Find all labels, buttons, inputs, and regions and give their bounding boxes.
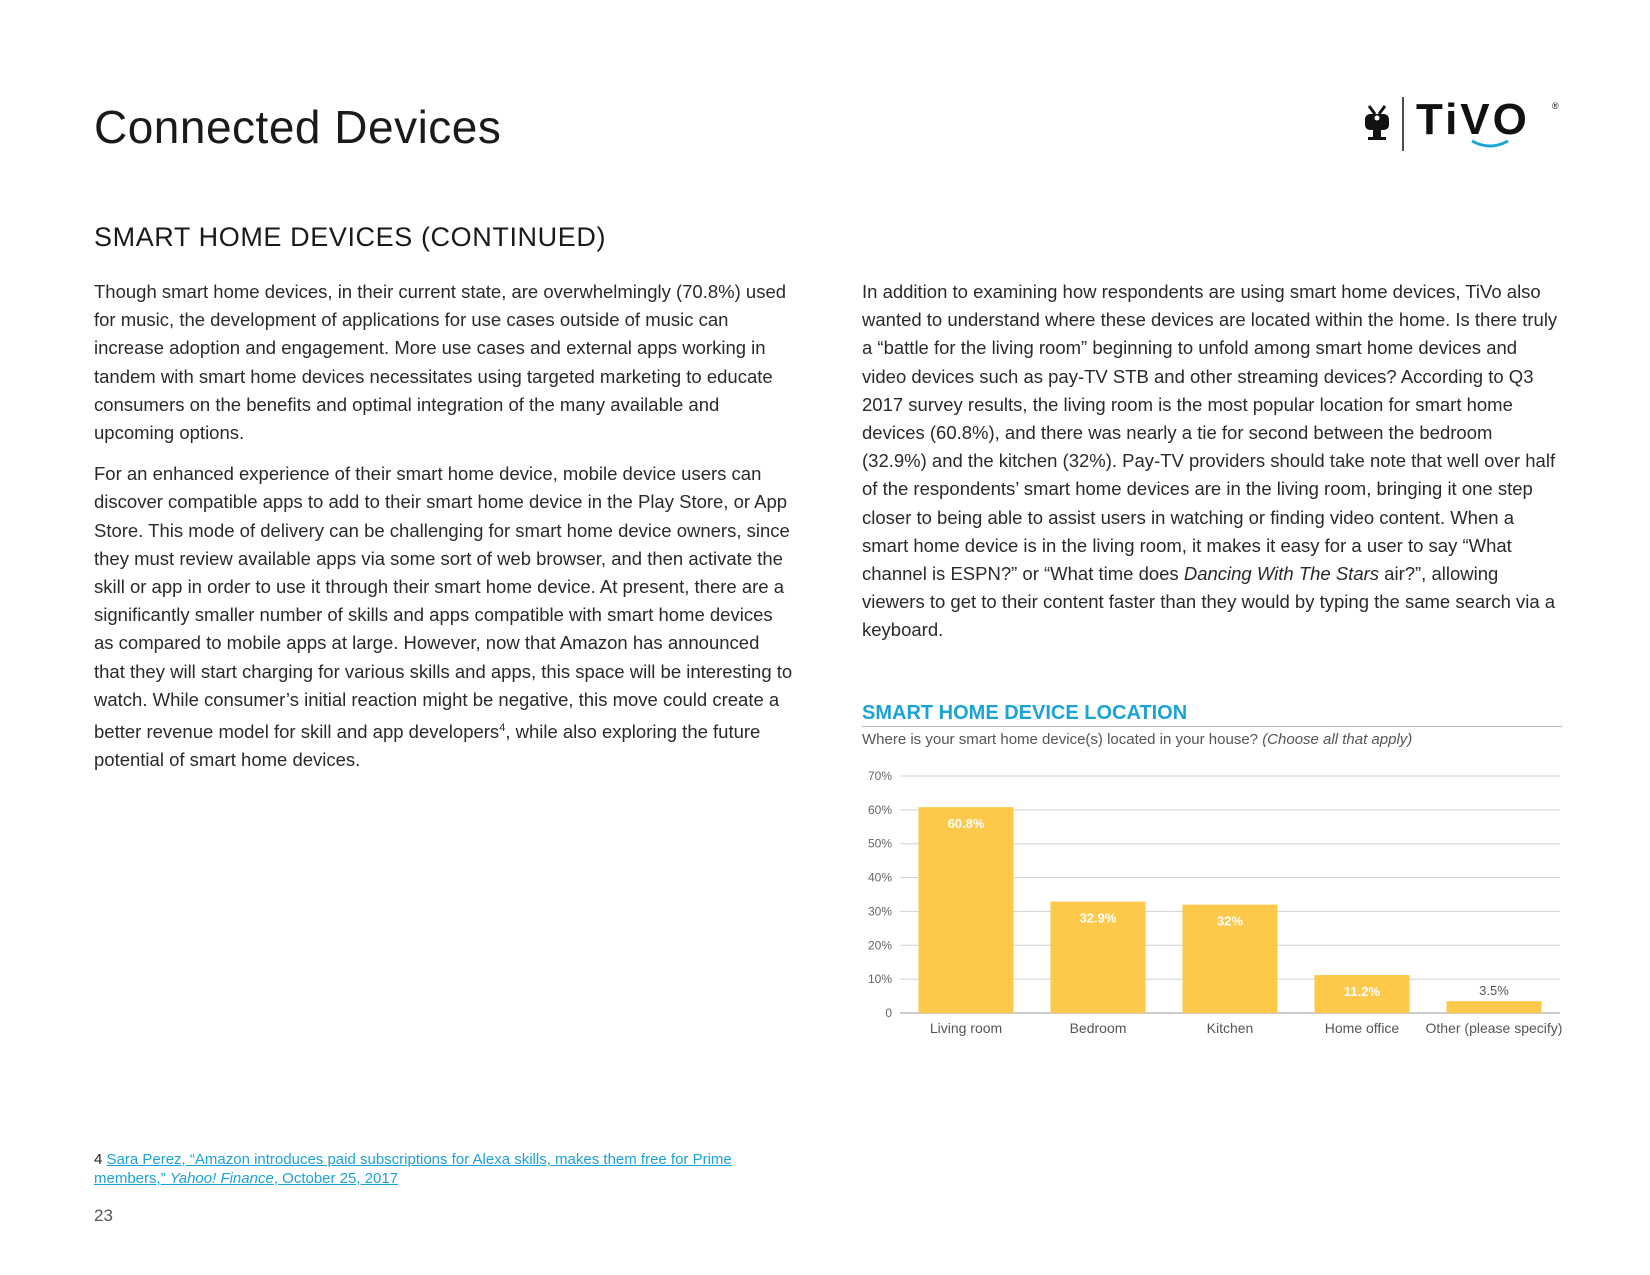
paragraph: Though smart home devices, in their current state, are overwhelmingly (70.8%) used for music, the development of applications for use cases outside of music can increase adoption and engagement. More use cases and external apps working in tandem with smart home devices necessitates using targeted marketing to educate consumers on the benefits and optimal integration of the many available and upcoming options. — [94, 281, 787, 444]
logo-wordmark: TiVO — [1416, 95, 1530, 144]
y-tick-label: 70% — [867, 769, 892, 783]
registered-mark: ® — [1552, 101, 1559, 111]
footnote-reference[interactable]: 4 — [499, 722, 506, 735]
bar-value-label: 32.9% — [1079, 910, 1117, 926]
chart-title: SMART HOME DEVICE LOCATION — [862, 702, 1188, 724]
x-category-label: Living room — [929, 1020, 1003, 1036]
paragraph: For an enhanced experience of their smart home device, mobile device users can discover compatible apps to add to their smart home device in the Play Store, or App Store. This mode of delivery can be challenging for smart home device owners, since they must review available apps via some sort of web browser, and then activate the skill or app in order to use it through their smart home device. At present, there are a significantly smaller number of skills and apps compatible with smart home devices as compared to mobile apps at large. However, now that Amazon has announced that they will start charging for various skills and apps, this space will be interesting to watch. While consumer’s initial reaction might be negative, this move could create a better revenue model for skill and app developers$^4$, while also exploring the future potential of smart home devices. — [94, 463, 793, 771]
tivo-mascot-icon — [1362, 95, 1412, 155]
bar-value-label: 3.5% — [1479, 983, 1509, 999]
footnote — [94, 1150, 794, 1188]
page-number: 23 — [94, 1206, 113, 1225]
smile-icon — [1470, 139, 1510, 151]
y-tick-label: 40% — [867, 870, 892, 885]
chart-divider — [862, 726, 1562, 727]
bar-value-label: 32% — [1216, 913, 1244, 929]
y-tick-label: 20% — [867, 938, 892, 953]
y-tick-label: 50% — [867, 836, 892, 851]
x-category-label: Home office — [1324, 1020, 1400, 1036]
paragraph: In addition to examining how respondents are using smart home devices, TiVo also wanted to understand where these devices are located within the home. Is there truly a “battle for the living room” beginning to unfold among smart home devices and video devices such as pay-TV STB and other streaming devices? According to Q3 2017 survey results, the living room is the most popular location for smart home devices (60.8%), and there was nearly a tie for second between the bedroom (32.9%) and the kitchen (32%). Pay-TV providers should take note that well over half of the respondents’ smart home devices are in the living room, bringing it one step closer to being able to assist users in watching or finding video content. When a smart home device is in the living room, it makes it easy for a user to say “What channel is ESPN?” or “What time does Dancing With The Stars air?”, allowing viewers to get to their content faster than they would by typing the same search via a keyboard. — [862, 281, 1558, 641]
bar — [918, 807, 1013, 1013]
footnote-link[interactable]: Sara Perez, “Amazon introduces paid subscriptions for Alexa skills, makes them free for Prime members,” Yahoo! Finance, October 25, 2017 — [94, 1151, 732, 1187]
bar-value-label: 11.2% — [1343, 984, 1381, 1000]
x-category-label: Bedroom — [1069, 1020, 1127, 1036]
location-bar-chart — [850, 760, 1570, 1050]
y-tick-label: 30% — [867, 904, 892, 919]
y-tick-label: 0 — [885, 1006, 892, 1020]
bar-value-label: 60.8% — [947, 816, 985, 832]
section-title: SMART HOME DEVICES (CONTINUED) — [94, 222, 607, 252]
left-column — [94, 278, 794, 788]
tivo-logo — [1362, 95, 1562, 155]
x-category-label: Kitchen — [1206, 1020, 1254, 1036]
x-category-label: Other (please specify) — [1425, 1020, 1563, 1036]
chart-question: Where is your smart home device(s) located in your house? (Choose all that apply) — [862, 731, 1413, 748]
y-tick-label: 60% — [867, 802, 892, 817]
right-column — [862, 278, 1562, 658]
page-title: Connected Devices — [94, 101, 502, 153]
footnote-number: 4 — [94, 1151, 107, 1168]
bar — [1446, 1001, 1541, 1013]
y-tick-label: 10% — [867, 972, 892, 987]
